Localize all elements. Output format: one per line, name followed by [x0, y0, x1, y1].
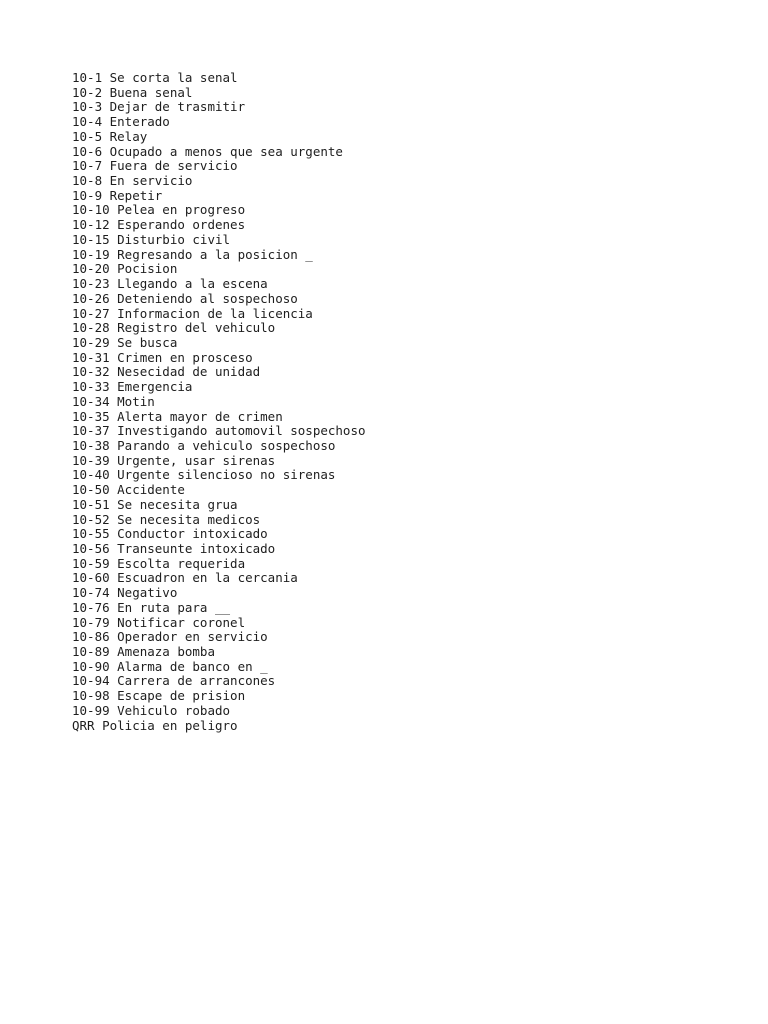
code-line: 10-99 Vehiculo robado [72, 702, 231, 718]
code-line: 10-76 En ruta para __ [72, 599, 231, 615]
code-line: 10-20 Pocision [72, 261, 178, 277]
code-line: 10-23 Llegando a la escena [72, 276, 268, 292]
code-line: 10-79 Notificar coronel [72, 614, 246, 630]
code-line: 10-1 Se corta la senal [72, 70, 238, 85]
code-line: 10-90 Alarma de banco en _ [72, 658, 268, 674]
code-line: 10-33 Emergencia [72, 379, 193, 395]
code-line: 10-74 Negativo [72, 585, 178, 601]
code-line: 10-34 Motin [72, 393, 155, 409]
code-line: 10-59 Escolta requerida [72, 555, 246, 571]
code-line: 10-50 Accidente [72, 482, 185, 498]
code-line: 10-4 Enterado [72, 114, 170, 130]
code-line: 10-29 Se busca [72, 334, 178, 350]
code-line: 10-2 Buena senal [72, 84, 193, 100]
code-line: QRR Policia en peligro [72, 717, 238, 733]
code-line: 10-39 Urgente, usar sirenas [72, 452, 276, 468]
code-line: 10-86 Operador en servicio [72, 629, 268, 645]
radio-code-list [72, 71, 366, 733]
code-line: 10-38 Parando a vehiculo sospechoso [72, 437, 336, 453]
code-line: 10-5 Relay [72, 128, 148, 144]
code-line: 10-10 Pelea en progreso [72, 202, 246, 218]
code-line: 10-19 Regresando a la posicion _ [72, 246, 313, 262]
code-line: 10-27 Informacion de la licencia [72, 305, 313, 321]
code-line: 10-37 Investigando automovil sospechoso [72, 423, 366, 439]
code-line: 10-3 Dejar de trasmitir [72, 99, 246, 115]
code-line: 10-9 Repetir [72, 187, 163, 203]
code-line: 10-94 Carrera de arrancones [72, 673, 276, 689]
code-line: 10-12 Esperando ordenes [72, 217, 246, 233]
code-line: 10-7 Fuera de servicio [72, 158, 238, 174]
code-line: 10-31 Crimen en prosceso [72, 349, 253, 365]
code-line: 10-15 Disturbio civil [72, 231, 231, 247]
code-line: 10-98 Escape de prision [72, 688, 246, 704]
code-line: 10-8 En servicio [72, 173, 193, 189]
code-line: 10-56 Transeunte intoxicado [72, 541, 276, 556]
code-line: 10-51 Se necesita grua [72, 496, 238, 512]
code-line: 10-60 Escuadron en la cercania [72, 570, 298, 586]
code-line: 10-52 Se necesita medicos [72, 511, 261, 527]
code-line: 10-35 Alerta mayor de crimen [72, 408, 283, 424]
code-line: 10-6 Ocupado a menos que sea urgente [72, 143, 343, 159]
code-line: 10-26 Deteniendo al sospechoso [72, 290, 298, 306]
code-line: 10-32 Nesecidad de unidad [72, 364, 261, 380]
code-line: 10-55 Conductor intoxicado [72, 526, 268, 542]
code-line: 10-40 Urgente silencioso no sirenas [72, 467, 336, 483]
code-line: 10-28 Registro del vehiculo [72, 320, 276, 336]
code-line: 10-89 Amenaza bomba [72, 644, 215, 660]
